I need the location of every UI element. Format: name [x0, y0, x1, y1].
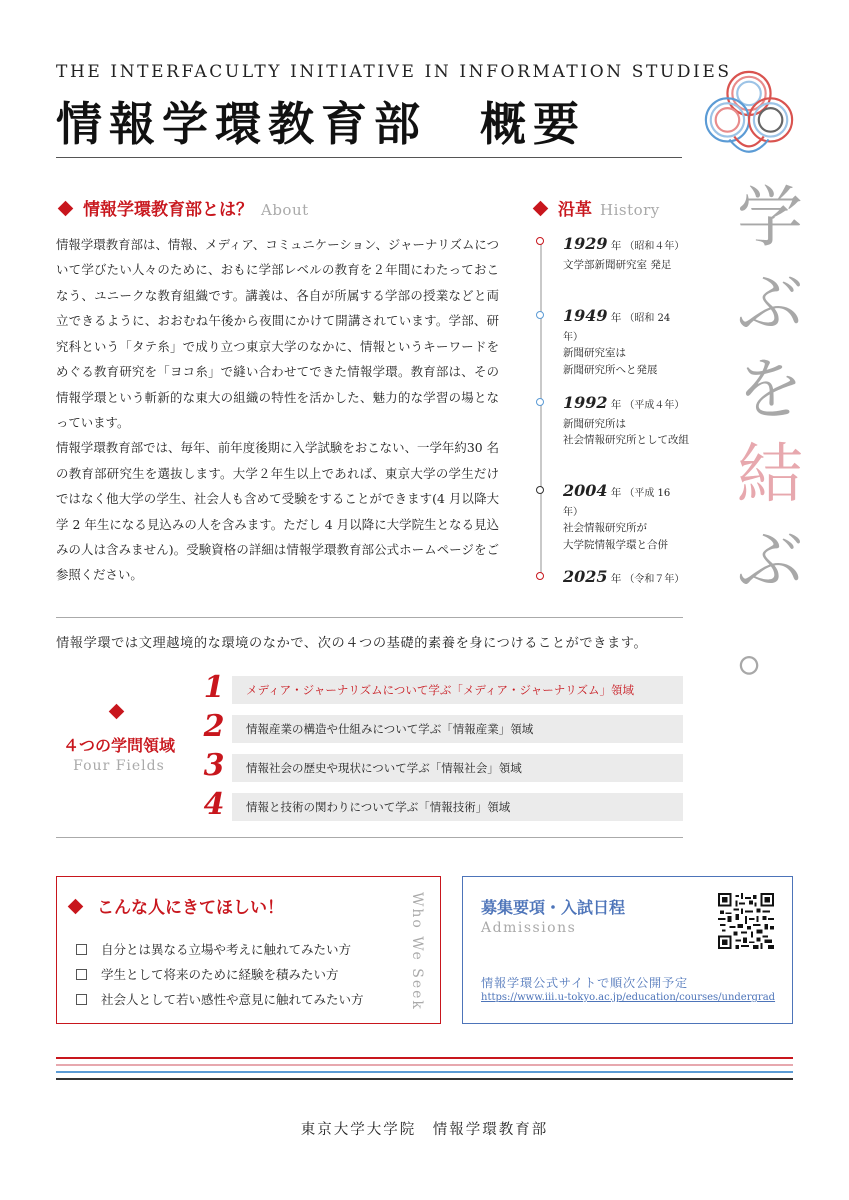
- field-number: 4: [203, 787, 225, 822]
- timeline-desc: 文学部新聞研究室 発足: [563, 258, 672, 271]
- admissions-subtitle: Admissions: [481, 920, 577, 936]
- timeline-line: [540, 242, 542, 576]
- timeline-dot: [536, 311, 544, 319]
- timeline-dot: [536, 398, 544, 406]
- diamond-icon: [533, 201, 549, 217]
- timeline-year: 2025: [563, 567, 608, 586]
- slogan-char: 。: [737, 607, 803, 685]
- about-paragraph: 情報学環教育部は、情報、メディア、コミュニケーション、ジャーナリズムについて学びたい人々のために、おもに学部レベルの教育を２年間にわたっておこなう、ユニークな教育組織です。講義は、各自が所属する学部の授業などと両立できるように、おおむね午後から夜間にかけて開講されています。学部、研究科という「タテ糸」で成り立つ東京大学のなかに、情報というキーワードをめぐる教育研究を「ヨコ糸」で縫い合わせてできた情報学環。教育部は、その情報学環という斬新的な東大の組織の特性を活かした、魅力的な学習の場となっています。: [56, 237, 499, 430]
- who-we-seek-item-text: 学生として将来のために経験を積みたい方: [101, 967, 339, 982]
- admissions-url-link[interactable]: https://www.iii.u-tokyo.ac.jp/education/courses/undergrad: [481, 992, 776, 1003]
- page-title: 情報学環教育部 概要: [56, 97, 586, 151]
- timeline-item: [563, 304, 693, 378]
- timeline-item: [563, 565, 693, 590]
- timeline-desc: 大学院情報学環と合併: [563, 538, 668, 551]
- english-title: THE INTERFACULTY INITIATIVE IN INFORMATION STUDIES: [56, 62, 732, 82]
- decorative-stripe: [56, 1078, 793, 1080]
- timeline-era: （平成４年）: [624, 400, 685, 411]
- about-heading-sub: About: [261, 201, 309, 219]
- timeline-desc: 社会情報研究所として改組: [563, 434, 689, 447]
- timeline-desc: 新聞研究室は: [563, 347, 626, 360]
- timeline-dot: [536, 237, 544, 245]
- fields-intro: 情報学環では文理越境的な環境のなかで、次の４つの基礎的素養を身につけることができます。: [56, 636, 648, 651]
- diamond-icon: [109, 704, 125, 720]
- about-body: [56, 232, 499, 588]
- who-we-seek-vertical-label: Who We Seek: [409, 892, 425, 1011]
- about-heading: [60, 195, 309, 220]
- diamond-icon: [68, 899, 84, 915]
- timeline-year: 2004: [563, 481, 608, 500]
- timeline-era: （令和７年）: [624, 574, 685, 585]
- history-heading: [535, 195, 660, 220]
- timeline-year-suffix: 年: [610, 312, 622, 324]
- decorative-stripe: [56, 1071, 793, 1073]
- who-we-seek-item-text: 社会人として若い感性や意見に触れてみたい方: [101, 992, 364, 1007]
- timeline-era: （平成 16 年）: [563, 488, 671, 518]
- timeline-dot: [536, 486, 544, 494]
- four-fields-title: ４つの学問領域: [62, 736, 175, 755]
- timeline-dot: [536, 572, 544, 580]
- field-item: メディア・ジャーナリズムについて学ぶ「メディア・ジャーナリズム」領域: [232, 676, 683, 704]
- checkbox-icon: [76, 969, 87, 980]
- timeline-desc: 新聞研究所へと発展: [563, 363, 658, 376]
- admissions-note: 情報学環公式サイトで順次公開予定: [481, 976, 688, 990]
- timeline-item: [563, 479, 693, 553]
- timeline-year-suffix: 年: [610, 399, 622, 411]
- timeline-item: [563, 391, 693, 448]
- who-we-seek-item: [76, 965, 339, 983]
- slogan-char: 学: [737, 179, 803, 256]
- mizuhiki-knot-logo: [700, 66, 798, 164]
- timeline-era: （昭和４年）: [624, 241, 685, 252]
- who-we-seek-item-text: 自分とは異なる立場や考えに触れてみたい方: [101, 942, 352, 957]
- field-item: 情報産業の構造や仕組みについて学ぶ「情報産業」領域: [232, 715, 683, 743]
- checkbox-icon: [76, 994, 87, 1005]
- field-item: 情報社会の歴史や現状について学ぶ「情報社会」領域: [232, 754, 683, 782]
- about-paragraph: 情報学環教育部では、毎年、前年度後期に入学試験をおこない、一学年約30 名の教育部研究生を選抜します。大学２年生以上であれば、東京大学の学生だけではなく他大学の学生、社会人も含めて受験をすることができます(4 月以降大学 2 年生になる見込みの人を含みます。ただし 4 月以降に大学院生となる見込みの人は含みません)。受験資格の詳細は情報学環教育部公式ホームページをご参照ください。: [56, 440, 499, 583]
- history-heading-sub: History: [600, 201, 660, 219]
- decorative-stripe: [56, 1057, 793, 1059]
- slogan-char: ぶ: [737, 522, 803, 600]
- who-we-seek-item: [76, 940, 351, 958]
- timeline-year: 1949: [563, 306, 608, 325]
- section-divider: [56, 837, 683, 838]
- timeline-year-suffix: 年: [610, 573, 622, 585]
- decorative-stripe: [56, 1064, 793, 1066]
- history-heading-text: 沿革: [558, 200, 592, 220]
- timeline-year: 1992: [563, 393, 608, 412]
- diamond-icon: [58, 201, 74, 217]
- field-number: 1: [203, 670, 225, 705]
- who-we-seek-heading: [70, 893, 284, 918]
- who-we-seek-heading-text: こんな人にきてほしい！: [97, 898, 284, 918]
- timeline-year-suffix: 年: [610, 487, 622, 499]
- timeline-era: （昭和 24 年）: [563, 313, 671, 343]
- timeline-desc: 社会情報研究所が: [563, 522, 647, 535]
- slogan-char-accent: 結: [737, 436, 803, 514]
- title-divider: [56, 157, 682, 158]
- about-heading-text: 情報学環教育部とは？: [83, 200, 253, 220]
- slogan-char: ぶ: [737, 264, 803, 342]
- admissions-title: 募集要項・入試日程: [481, 898, 626, 917]
- timeline-year: 1929: [563, 234, 608, 253]
- slogan-char: を: [737, 350, 803, 428]
- timeline-desc: 新聞研究所は: [563, 417, 626, 430]
- vertical-slogan: [720, 175, 820, 690]
- footer-institution: 東京大学大学院 情報学環教育部: [300, 1122, 549, 1138]
- qr-code-icon[interactable]: [718, 893, 774, 949]
- field-number: 2: [203, 709, 225, 744]
- four-fields-subtitle: Four Fields: [73, 758, 165, 774]
- field-number: 3: [203, 748, 225, 783]
- field-item: 情報と技術の関わりについて学ぶ「情報技術」領域: [232, 793, 683, 821]
- section-divider: [56, 617, 683, 618]
- who-we-seek-item: [76, 990, 364, 1008]
- timeline-year-suffix: 年: [610, 240, 622, 252]
- checkbox-icon: [76, 944, 87, 955]
- timeline-item: [563, 232, 693, 273]
